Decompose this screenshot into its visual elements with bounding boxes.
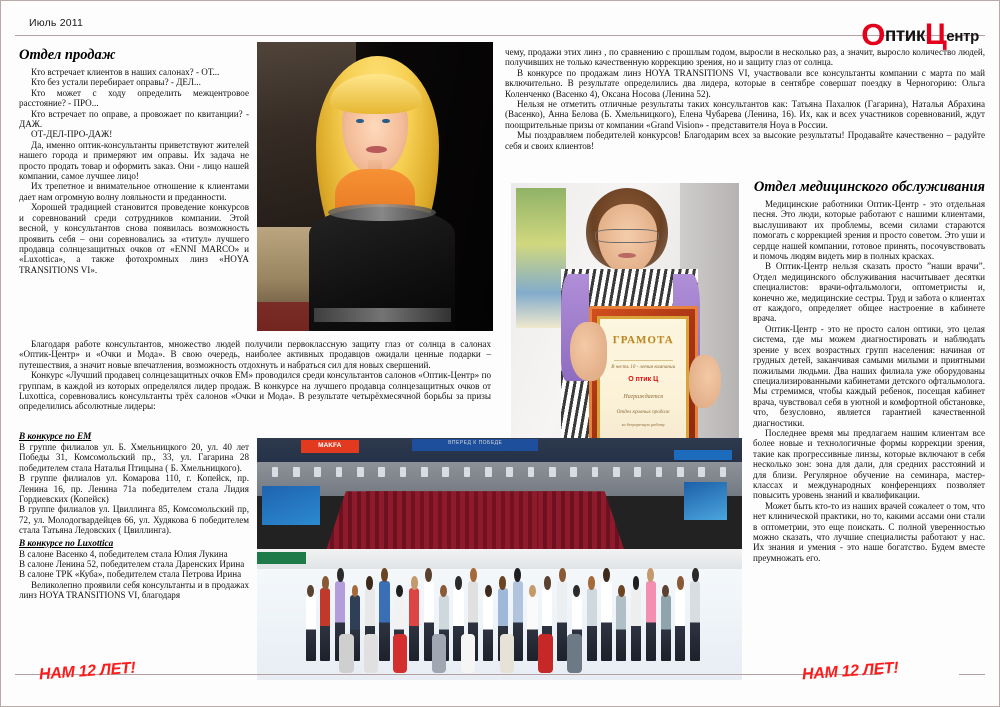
arena-ad-right [684, 482, 728, 521]
photo-mouth [366, 146, 387, 153]
paragraph: В конкурсе по продажам линз HOYA TRANSITIONS VI, участвовали все консультанты компании с марта по май включительно. В результате определились два лидера, которые в сентябре совершат поездку в Черногорию: Ольга Коленченко (Васенко 4), Оксана Носова (Ленина 52). [505, 67, 985, 99]
paragraph: Хорошей традицией становится проведение конкурсов и соревнований среди сотрудников компании. Этой весной, у консультантов снова появилась возможность проявить себя – они соревновались за «титул» лучшего продавца солнцезащитных очков от «ENNI MARCO» и «Luxottica», а также фотохромных линз «HOYA TRANSITIONS VI». [19, 202, 249, 275]
arena-seating-right [538, 491, 625, 554]
person [379, 581, 389, 661]
column-medical-department [753, 179, 985, 563]
person-head [396, 585, 403, 597]
person-front-row [461, 634, 476, 673]
subheading-contest-em: В конкурсе по ЕМ [19, 431, 92, 441]
arena-light [293, 467, 300, 477]
arena-light [272, 467, 279, 477]
person [616, 595, 626, 660]
person-head [662, 585, 669, 597]
diploma-awarded-to: Награждается [623, 393, 664, 400]
winner-item: В группе филиалов ул. Комарова 110, г. Копейск, пр. Ленина 16, пр. Ленина 71а победителем стала Лидия Гордиевских (Копейск) [19, 473, 249, 505]
paragraph: Кто встречает клиентов в наших салонах? - ОТ... [31, 67, 220, 77]
person-head [529, 585, 536, 597]
eyeglasses-icon [595, 229, 659, 244]
person [409, 588, 419, 661]
arena-seating-left [325, 491, 412, 554]
footer-badge-right: НАМ 12 ЛЕТ! [801, 659, 900, 684]
paragraph: Кто встречает по оправе, а провожает по квитанции? - ДАЖ. [19, 108, 249, 130]
person-front-row [567, 634, 582, 673]
masthead [15, 13, 985, 52]
winner-item: В салоне Васенко 4, победителем стала Юлия Лукина [19, 548, 228, 559]
photo-mouth [618, 253, 636, 258]
person-head [307, 585, 314, 597]
arena-light [613, 467, 620, 477]
footer-rule-right [959, 674, 985, 675]
paragraph: чему, продажи этих линз , по сравнению с прошлым годом, выросли в несколько раз, а значит, выросло количество людей, получивших не только качественную коррекцию зрения, но и защиту глаз от солнца. [505, 47, 985, 68]
person [513, 581, 523, 661]
winner-item: В группе филиалов ул. Б. Хмельницкого 20, ул. 40 лет Победы 31, Комсомольский пр., 33, ул. Гагарина 28 победителем стала Наталья Птицына ( Б. Хмельницкого). [19, 442, 249, 473]
person-head [381, 568, 388, 582]
paragraph: Кто без устали перебирает оправы? - ДЕЛ... [31, 77, 201, 88]
paragraph: Нельзя не отметить отличные результаты таких консультантов как: Татьяна Пахалюк (Гагарина), Наталья Абрахина (Васенко), Анна Белова (Б. Хмельницкого), Елена Чубарева (Ленина, 16). Их, как и всех участников соревнований, ждут поощрительные призы от компании «Grand Vision» - представителя Hoya в России. [505, 99, 985, 130]
person-head [366, 576, 373, 589]
diploma-logo: О птик Ц [628, 375, 659, 383]
person [320, 588, 330, 661]
person-head [499, 576, 506, 589]
photo-dress-belt [314, 308, 451, 322]
person-head [544, 576, 551, 589]
arena-light [677, 467, 684, 477]
paragraph: Их трепетное и внимательное отношение к клиентами дает нам огромную волну лояльности и преданности. [19, 181, 249, 202]
footer-rule-center [195, 674, 881, 675]
diploma-reason: за безупречную работу [621, 422, 665, 428]
person-front-row [339, 634, 354, 673]
arena-light [314, 467, 321, 477]
arena-ad-makfa: MAKFA [301, 440, 359, 452]
person [646, 581, 656, 661]
person-head [514, 568, 521, 582]
photo-wall-poster [516, 188, 566, 327]
paragraph: ОТ-ДЕЛ-ПРО-ДАЖ! [31, 129, 113, 140]
person-head [455, 576, 462, 589]
person [675, 588, 685, 661]
person-front-row [432, 634, 447, 673]
person [631, 588, 641, 661]
person-head [647, 568, 654, 582]
column-sales-continuation [505, 47, 985, 151]
arena-light [442, 467, 449, 477]
paragraph: Кто может с ходу определить межцентровое расстояние? - ПРО... [19, 87, 249, 109]
person-head [677, 576, 684, 589]
diploma-recipient: Отдел кровных продаж [616, 409, 670, 416]
photo-hand-left [570, 322, 606, 381]
photo-dress-trim [328, 204, 437, 221]
person-head [485, 585, 492, 597]
arena-light [378, 467, 385, 477]
arena-ad-top-right [674, 450, 732, 460]
paragraph: Оптик-Центр - это не просто салон оптики, это целая система, где мы можем диагностировать и наблюдать зрение у всех возрастных групп населения: начиная от грудных детей, заканчивая самыми милыми и приятными пожилыми людьми. Два наших филиала уже оборудованы специализированными кабинетами детского офтальмолога. Мы стремимся, чтобы каждый ребенок, посещая кабинет врача, чувствовал себя в уютной и комфортной обстановке, что, безусловно, является гарантией качественной диагностики. [753, 323, 985, 428]
arena-light [506, 467, 513, 477]
person [601, 581, 611, 661]
logo-letter-o: О [861, 17, 885, 52]
arena-light [336, 467, 343, 477]
photo-eye-right [382, 119, 390, 124]
paragraph: Великолепно проявили себя консультанты и в продажах линз HOYA TRANSITIONS VI, благодаря [19, 579, 249, 601]
arena-lights [257, 467, 742, 477]
heading-medical-department: Отдел медицинского обслуживания [753, 179, 985, 195]
column-winners-left [19, 429, 249, 601]
arena-light [421, 467, 428, 477]
person-head [440, 585, 447, 597]
paragraph: Может быть кто-то из наших врачей сожалеет о том, что нет клинической практики, но то, какими ассами они стали в оптометрии, это еще поискать. С полной уверенностью можно сказать, что лучшие специалисты работают у нас. Их знания и умения - это наше богатство. Будем вместе преумножать его. [753, 500, 985, 563]
person [557, 581, 567, 661]
arena-ad-left [262, 486, 320, 525]
column-sales-left [19, 47, 249, 275]
person [527, 595, 537, 660]
person-head [692, 568, 699, 582]
person [661, 595, 671, 660]
diploma-frame [589, 306, 698, 451]
logo-letter-ts: Ц [924, 18, 947, 51]
arena-light [464, 467, 471, 477]
paragraph: В Оптик-Центр нельзя сказать просто ”наши врачи”. Отдел медицинского обслуживания насчитывает десятки специалистов: врачи-офтальмологи, оптометристы и, конечно же, медицинские сестры. Труд и забота о клиентах от каждого, определяет общее настроение в кабинете врача. [753, 261, 985, 324]
paragraph: Последнее время мы предлагаем нашим клиентам все более новые и технологичные формы коррекции зрения, такие как прогрессивные линзы, которые включают в себя несколько зон: зона для дали, для средних расстояний и для близи. Регулярное обучение на семинара, мастер-классах и международных конференциях позволяет повысить уровень знаний и квалификации. [753, 427, 985, 501]
person-head [618, 585, 625, 597]
photo-hand-right [689, 355, 721, 409]
person [306, 595, 316, 660]
person [690, 581, 700, 661]
person-head [352, 585, 359, 597]
paragraph: Конкурс «Лучший продавец солнцезащитных очков ЕМ» проводился среди консультантов салонов «Оптик-Центр» по группам, в каждой из которых определялся лидер продаж. В конкурсе на лучшего продавца солнцезащитных очков от Luxottica, соревновались консультанты трёх салонов «Очки и Мода». В результате четырёхмесячной борьбы за призы определились абсолютные лидеры: [19, 370, 491, 412]
photo-eye-left [356, 119, 364, 124]
diploma-subtitle: В честь 10 - летия компании [611, 364, 676, 371]
arena-light [634, 467, 641, 477]
arena-light [570, 467, 577, 477]
arena-light [720, 467, 727, 477]
arena-light [528, 467, 535, 477]
person-head [425, 568, 432, 582]
person-head [337, 568, 344, 582]
masthead-divider [15, 35, 985, 36]
paragraph: Благодаря работе консультантов, множество людей получили первоклассную защиту глаз от солнца в салонах «Оптик-Центр» и «Очки и Мода». В свою очередь, наиболее активных продавцов ожидали ценные подарки – путешествия, а значит новые впечатления, возможность отдохнуть и набраться сил для новых свершений. [19, 339, 491, 370]
issue-date: Июль 2011 [29, 17, 84, 29]
person-head [573, 585, 580, 597]
person-head [603, 568, 610, 582]
person-head [588, 576, 595, 589]
portrait-photo-blonde-consultant [257, 42, 493, 331]
diploma-paper [597, 316, 689, 445]
winner-item: В салоне Ленина 52, победителем стала Даренских Ирина [19, 559, 245, 570]
person-head [322, 576, 329, 589]
person-head [633, 576, 640, 589]
person-front-row [538, 634, 553, 673]
subheading-contest-luxottica: В конкурсе по Luxottica [19, 537, 114, 548]
person-head [411, 576, 418, 589]
person-front-row [393, 634, 408, 673]
person-front-row [364, 634, 379, 673]
winner-item: В группе филиалов ул. Цвиллинга 85, Комсомольский пр, 72, ул. Молодогвардейцев 66, ул. Худякова 6 победителем стала Татьяна Ледовских ( Цвиллинга). [19, 504, 249, 536]
winner-item: В салоне ТРК «Куба», победителем стала Петрова Ирина [19, 569, 242, 580]
logo-part-ptik: птик [884, 25, 925, 46]
arena-light [485, 467, 492, 477]
person-front-row [500, 634, 515, 673]
arena-ad-board [257, 552, 306, 564]
arena-light [400, 467, 407, 477]
paragraph: Да, именно оптик-консультанты приветствуют жителей нашего города и примеряют им оправы. Их задача не просто продать товар и оформить заказ. Они - лицо нашей компании, самое лучшее лицо! [19, 139, 249, 182]
person-head [470, 568, 477, 582]
paragraph: Медицинские работники Оптик-Центр - это отдельная песня. Это люди, которые работают с нашими клиентами, выслушивают их проблемы, всеми силами стараются помогать с коррекцией зрения и просто советом. Это уши и сердце нашей компании, готовое принять, посочувствовать и помочь людям видеть мир в полных красках. [753, 199, 985, 262]
wide-intro-block [19, 339, 491, 412]
person [587, 588, 597, 661]
optic-center-logo [849, 9, 979, 52]
footer-badge-left: НАМ 12 ЛЕТ! [38, 659, 137, 684]
arena-light [656, 467, 663, 477]
heading-sales-department: Отдел продаж [19, 47, 116, 63]
arena-banner-text: ВПЕРЕД К ПОБЕДЕ [448, 440, 503, 447]
logo-wordmark [861, 15, 979, 52]
diploma-title: ГРАМОТА [612, 334, 674, 347]
logo-part-entr: ентр [946, 28, 979, 45]
group-photo-ice-rink [257, 438, 742, 680]
person-head [559, 568, 566, 582]
paragraph: Мы поздравляем победителей конкурсов! Благодарим всех за высокие результаты! Продавайте качественно – радуйте себя и своих клиентов! [505, 130, 985, 151]
person [483, 595, 493, 660]
arena-light [592, 467, 599, 477]
arena-light [549, 467, 556, 477]
arena-light [357, 467, 364, 477]
photo-woman-with-diploma [511, 183, 739, 451]
arena-light [698, 467, 705, 477]
